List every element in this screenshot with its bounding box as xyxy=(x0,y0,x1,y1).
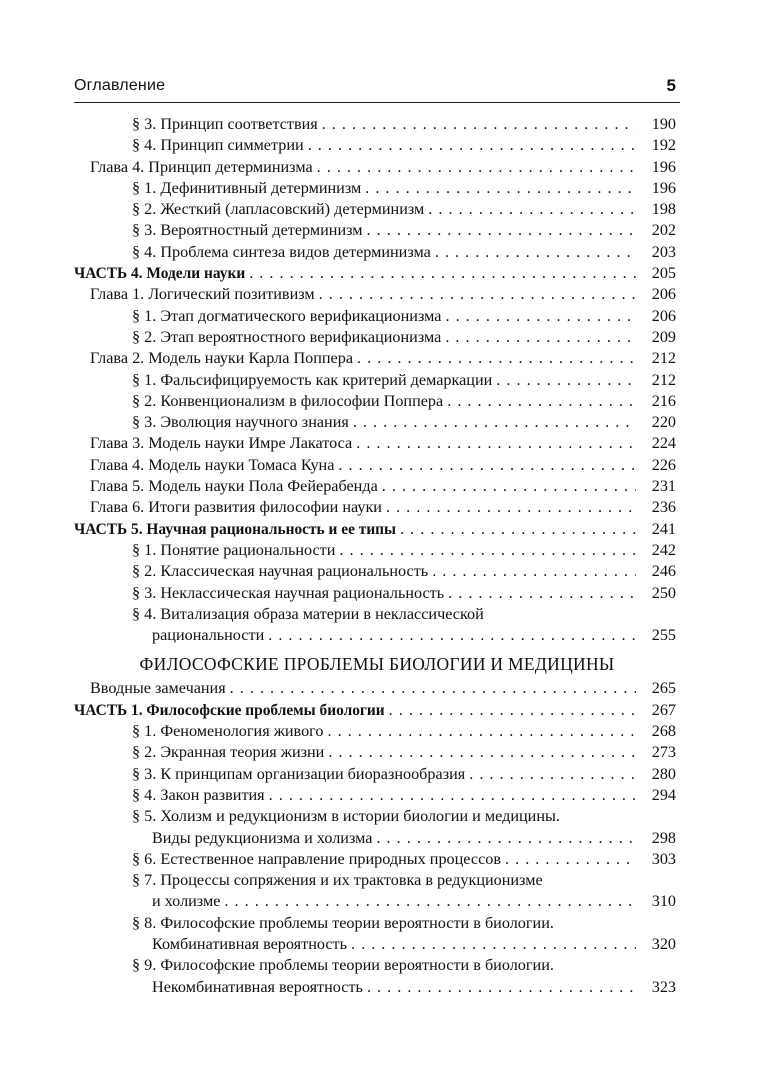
dot-leader xyxy=(351,934,636,955)
toc-entry-page: 196 xyxy=(651,178,676,197)
toc-entry[interactable] xyxy=(74,955,680,976)
toc-entry[interactable] xyxy=(74,242,680,263)
toc-entry[interactable] xyxy=(74,220,680,241)
toc-entry[interactable] xyxy=(74,913,680,934)
toc-block-biology-medicine xyxy=(74,678,680,997)
toc-entry-title: Глава 3. Модель науки Имре Лакатоса xyxy=(90,434,353,453)
toc-entry-title: § 3. Принцип соответствия xyxy=(132,115,318,133)
toc-entry-page: 203 xyxy=(651,242,676,261)
toc-entry-title: § 1. Дефинитивный детерминизм xyxy=(132,178,362,197)
toc-entry[interactable] xyxy=(74,370,680,391)
dot-leader xyxy=(224,891,636,912)
toc-entry-title: Вводные замечания xyxy=(90,679,226,698)
toc-entry-page: 280 xyxy=(651,764,676,783)
toc-entry-title: § 4. Закон развития xyxy=(132,785,265,804)
dot-leader xyxy=(367,977,636,998)
toc-entry-title: § 3. Эволюция научного знания xyxy=(132,413,349,432)
dot-leader xyxy=(445,327,636,348)
dot-leader xyxy=(230,678,636,699)
toc-entry[interactable] xyxy=(74,583,680,604)
dot-leader xyxy=(353,412,636,433)
toc-entry[interactable] xyxy=(74,348,680,369)
section-heading: ФИЛОСОФСКИЕ ПРОБЛЕМЫ БИОЛОГИИ И МЕДИЦИНЫ xyxy=(139,654,615,675)
toc-entry[interactable] xyxy=(74,806,680,827)
toc-entry-page: 310 xyxy=(651,892,676,911)
toc-entry-title: § 1. Понятие рациональности xyxy=(132,540,336,559)
toc-entry-title: § 3. Неклассическая научная рациональность xyxy=(132,583,445,602)
toc-entry-page: 196 xyxy=(651,157,676,176)
toc-entry[interactable] xyxy=(74,977,680,998)
toc-entry-title: § 2. Классическая научная рациональность xyxy=(132,562,429,581)
toc-entry[interactable] xyxy=(74,742,680,763)
toc-entry[interactable] xyxy=(74,327,680,348)
toc-entry-title: § 7. Процессы сопряжения и их трактовка в редукционизме xyxy=(132,871,543,890)
toc-entry-page: 192 xyxy=(651,136,676,155)
toc-entry-title: § 1. Фальсифицируемость как критерий демаркации xyxy=(132,370,493,389)
toc-entry-title: § 2. Конвенционализм в философии Поппера xyxy=(132,391,444,410)
toc-entry-title: § 4. Принцип симметрии xyxy=(132,136,304,155)
toc-entry-title: § 3. Вероятностный детерминизм xyxy=(132,221,363,240)
toc-entry-page: 224 xyxy=(651,434,676,453)
toc-entry-page: 303 xyxy=(651,849,676,868)
dot-leader xyxy=(308,135,636,156)
toc-entry-page: 236 xyxy=(651,498,676,517)
toc-block-philosophy-of-science xyxy=(74,114,680,646)
toc-entry-page: 242 xyxy=(651,540,676,559)
dot-leader xyxy=(445,306,636,327)
toc-entry[interactable] xyxy=(74,284,680,305)
page-number: 5 xyxy=(666,76,676,95)
toc-entry[interactable] xyxy=(74,433,680,454)
toc-entry-page: 241 xyxy=(651,519,676,538)
toc-entry[interactable] xyxy=(74,157,680,178)
dot-leader xyxy=(447,391,636,412)
dot-leader xyxy=(496,370,636,391)
toc-entry[interactable] xyxy=(74,263,680,284)
toc-entry[interactable] xyxy=(74,561,680,582)
toc-entry-title: § 2. Жесткий (лапласовский) детерминизм xyxy=(132,200,425,219)
toc-entry[interactable] xyxy=(74,625,680,646)
table-of-contents xyxy=(74,114,680,998)
dot-leader xyxy=(328,721,637,742)
running-header xyxy=(74,72,680,103)
toc-entry[interactable] xyxy=(74,934,680,955)
toc-entry-page: 323 xyxy=(651,977,676,996)
toc-entry-title: Некомбинативная вероятность xyxy=(152,977,363,996)
toc-entry-page: 216 xyxy=(651,391,676,410)
dot-leader xyxy=(338,455,636,476)
dot-leader xyxy=(319,284,636,305)
toc-entry[interactable] xyxy=(74,870,680,891)
toc-entry-page: 255 xyxy=(651,626,676,645)
dot-leader xyxy=(339,540,636,561)
toc-entry-title: § 1. Феноменология живого xyxy=(132,722,324,741)
toc-entry-page: 298 xyxy=(651,828,676,847)
toc-entry-title: ЧАСТЬ 5. Научная рациональность и ее типы xyxy=(74,520,397,538)
toc-entry-page: 273 xyxy=(651,743,676,762)
dot-leader xyxy=(322,114,636,135)
dot-leader xyxy=(376,828,636,849)
toc-entry-title: § 1. Этап догматического верификационизма xyxy=(132,306,442,325)
dot-leader xyxy=(356,433,636,454)
dot-leader xyxy=(435,242,636,263)
toc-entry-page: 226 xyxy=(651,455,676,474)
toc-entry-title: § 9. Философские проблемы теории вероятности в биологии. xyxy=(132,956,554,975)
toc-entry-title: рациональности xyxy=(152,626,265,645)
toc-entry-title: § 4. Проблема синтеза видов детерминизма xyxy=(132,242,431,261)
dot-leader xyxy=(269,785,636,806)
toc-entry-title: § 5. Холизм и редукционизм в истории биологии и медицины. xyxy=(132,807,560,826)
dot-leader xyxy=(400,519,636,540)
toc-entry[interactable] xyxy=(74,700,680,721)
toc-entry-page: 294 xyxy=(651,785,676,804)
toc-entry-title: Глава 5. Модель науки Пола Фейерабенда xyxy=(90,477,378,496)
toc-entry-page: 250 xyxy=(651,583,676,602)
dot-leader xyxy=(389,700,636,721)
toc-entry-page: 267 xyxy=(651,700,676,719)
toc-entry-title: ЧАСТЬ 4. Модели науки xyxy=(74,265,246,283)
toc-entry[interactable] xyxy=(74,891,680,912)
toc-entry-title: Комбинативная вероятность xyxy=(152,934,347,953)
toc-entry-title: § 8. Философские проблемы теории вероятности в биологии. xyxy=(132,913,554,932)
toc-entry[interactable] xyxy=(74,497,680,518)
toc-entry-title: § 4. Витализация образа материи в неклассической xyxy=(132,604,484,623)
toc-entry[interactable] xyxy=(74,178,680,199)
toc-entry-page: 190 xyxy=(651,115,676,133)
toc-entry-title: § 2. Экранная теория жизни xyxy=(132,743,325,762)
toc-entry-page: 209 xyxy=(651,327,676,346)
dot-leader xyxy=(469,764,636,785)
toc-entry-page: 246 xyxy=(651,562,676,581)
toc-entry-page: 206 xyxy=(651,306,676,325)
dot-leader xyxy=(505,849,636,870)
toc-entry-title: Глава 2. Модель науки Карла Поппера xyxy=(90,349,354,368)
toc-entry[interactable] xyxy=(74,199,680,220)
dot-leader xyxy=(328,742,636,763)
toc-entry[interactable] xyxy=(74,785,680,806)
toc-entry-page: 231 xyxy=(651,477,676,496)
dot-leader xyxy=(365,178,636,199)
toc-entry-title: Глава 4. Принцип детерминизма xyxy=(90,157,313,176)
toc-entry-page: 205 xyxy=(651,264,676,283)
toc-entry-title: § 2. Этап вероятностного верификационизма xyxy=(132,327,442,346)
toc-entry-page: 265 xyxy=(651,679,676,698)
toc-entry-title: и холизме xyxy=(152,892,221,911)
dot-leader xyxy=(268,625,636,646)
toc-entry[interactable] xyxy=(74,455,680,476)
toc-entry-page: 212 xyxy=(651,370,676,389)
toc-entry-page: 206 xyxy=(651,285,676,304)
toc-entry[interactable] xyxy=(74,604,680,625)
running-header-title: Оглавление xyxy=(74,77,166,94)
toc-entry[interactable] xyxy=(74,114,680,135)
toc-entry[interactable] xyxy=(74,306,680,327)
toc-entry[interactable] xyxy=(74,135,680,156)
toc-entry[interactable] xyxy=(74,540,680,561)
toc-entry-title: § 6. Естественное направление природных процессов xyxy=(132,849,501,868)
toc-entry-title: Глава 6. Итоги развития философии науки xyxy=(90,498,382,517)
toc-entry[interactable] xyxy=(74,721,680,742)
toc-entry[interactable] xyxy=(74,828,680,849)
toc-entry[interactable] xyxy=(74,412,680,433)
toc-entry-page: 320 xyxy=(651,934,676,953)
toc-entry-title: Виды редукционизма и холизма xyxy=(152,828,373,847)
dot-leader xyxy=(386,497,636,518)
dot-leader xyxy=(382,476,636,497)
toc-entry-title: ЧАСТЬ 1. Философские проблемы биологии xyxy=(74,701,385,719)
dot-leader xyxy=(367,220,636,241)
toc-entry-title: § 3. К принципам организации биоразнообразия xyxy=(132,764,466,783)
dot-leader xyxy=(448,583,636,604)
toc-entry[interactable] xyxy=(74,391,680,412)
toc-entry[interactable] xyxy=(74,519,680,540)
dot-leader xyxy=(432,561,636,582)
dot-leader xyxy=(249,263,636,284)
toc-entry-page: 198 xyxy=(651,200,676,219)
dot-leader xyxy=(357,348,636,369)
toc-entry-page: 268 xyxy=(651,722,676,741)
toc-entry-title: Глава 1. Логический позитивизм xyxy=(90,285,315,304)
toc-entry[interactable] xyxy=(74,849,680,870)
toc-entry-page: 212 xyxy=(651,349,676,368)
toc-entry-title: Глава 4. Модель науки Томаса Куна xyxy=(90,455,335,474)
toc-entry[interactable] xyxy=(74,764,680,785)
toc-entry[interactable] xyxy=(74,476,680,497)
dot-leader xyxy=(317,157,636,178)
toc-entry-page: 202 xyxy=(651,221,676,240)
dot-leader xyxy=(428,199,636,220)
toc-entry-page: 220 xyxy=(651,413,676,432)
toc-entry[interactable] xyxy=(74,678,680,699)
